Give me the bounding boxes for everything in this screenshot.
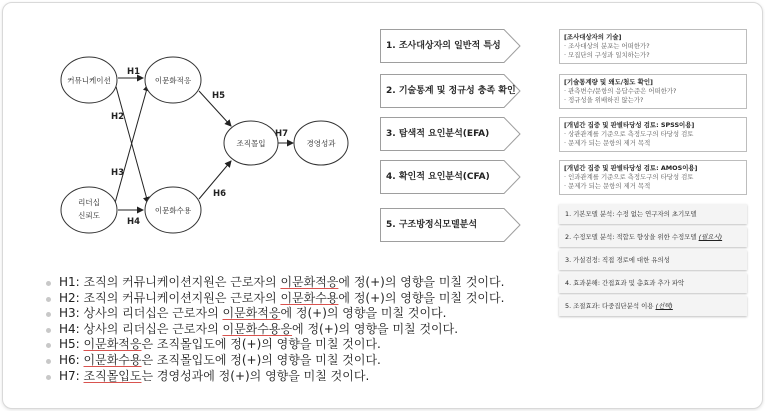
path-label-h2: H2 bbox=[111, 112, 125, 122]
description-title: [기술통계량 및 왜도/첨도 확인] bbox=[564, 78, 653, 86]
step-4-description bbox=[559, 160, 747, 195]
step-4 bbox=[380, 160, 521, 194]
hypothesis-item: H2: 조직의 커뮤니케이션지원은 근로자의 이문화수용에 정(+)의 영향을 미칠 것이다. bbox=[43, 291, 504, 307]
path-label-h3: H3 bbox=[111, 168, 125, 178]
step-label: 2. 기술통계 및 정규성 충족 확인 bbox=[386, 86, 516, 96]
hypothesis-item: H5: 이문화적응은 조직몰입도에 정(+)의 영향을 미칠 것이다. bbox=[43, 337, 504, 353]
hypotheses-list bbox=[43, 275, 504, 384]
path-label-h4: H4 bbox=[127, 217, 141, 227]
description-item: · 모집단의 구성과 일치하는가? bbox=[564, 51, 650, 59]
description-title: [개념간 집중 및 판별타당성 검토: AMOS이용] bbox=[564, 164, 698, 172]
substep-1: 1. 기본모델 분석: 수정 없는 연구자의 초기모델 bbox=[559, 204, 747, 224]
node-acceptance-label: 이문화수용 bbox=[154, 206, 192, 215]
step-2 bbox=[380, 74, 521, 108]
step-label: 4. 확인적 요인분석(CFA) bbox=[386, 172, 490, 182]
path-label-h1: H1 bbox=[127, 67, 141, 77]
description-title: [개념간 집중 및 판별타당성 검토: SPSS이용] bbox=[564, 121, 695, 129]
step-3 bbox=[380, 117, 521, 151]
step-1 bbox=[380, 29, 521, 63]
step-3-description bbox=[559, 117, 747, 152]
node-communication-label: 커뮤니케이션 bbox=[67, 76, 111, 85]
hypothesis-item: H4: 상사의 리더십은 근로자의 이문화수용응에 정(+)의 영향을 미칠 것이다. bbox=[43, 322, 504, 338]
description-title: [조사대상자의 기술] bbox=[564, 33, 622, 41]
node-leadership-label-1: 리더십 bbox=[78, 198, 100, 207]
substep-2: 2. 수정모델 분석: 적합도 향상을 위한 수정모델 (필요시) bbox=[559, 227, 747, 247]
description-item: · 문제가 되는 문항의 제거 목적 bbox=[564, 139, 651, 147]
node-commitment-label: 조직몰입 bbox=[236, 139, 266, 148]
substep-5: 5. 조절효과: 다중집단분석 이용 (선택) bbox=[559, 296, 747, 316]
figure-frame bbox=[2, 2, 763, 409]
hypothesis-item: H6: 이문화수용은 조직몰입도에 정(+)의 영향을 미칠 것이다. bbox=[43, 353, 504, 369]
step-5 bbox=[380, 208, 521, 242]
node-leadership bbox=[61, 187, 117, 233]
description-item: · 정규성을 위배하진 않는가? bbox=[564, 96, 644, 104]
step-label: 5. 구조방정식모델분석 bbox=[386, 220, 478, 230]
hypothesis-item: H3: 상사의 리더십은 근로자의 이문화적응에 정(+)의 영향을 미칠 것이다. bbox=[43, 306, 504, 322]
path-label-h5: H5 bbox=[212, 91, 226, 101]
step-1-description bbox=[559, 29, 747, 64]
description-item: · 상관관계를 기준으로 측정도구의 타당성 검토 bbox=[564, 130, 694, 138]
node-adaptation-label: 이문화적응 bbox=[154, 76, 192, 85]
description-item: · 인과관계를 기준으로 측정도구의 타당성 검토 bbox=[564, 173, 694, 181]
research-model-diagram bbox=[3, 3, 363, 263]
step-label: 3. 탐색적 요인분석(EFA) bbox=[386, 129, 490, 139]
path-label-h6: H6 bbox=[213, 189, 227, 199]
path-label-h7: H7 bbox=[275, 129, 289, 139]
hypothesis-item: H7: 조직몰입도는 경영성과에 정(+)의 영향을 미칠 것이다. bbox=[43, 369, 504, 385]
substep-3: 3. 가설검정: 직접 경로에 대한 유의성 bbox=[559, 250, 747, 270]
hypothesis-item: H1: 조직의 커뮤니케이션지원은 근로자의 이문화적응에 정(+)의 영향을 미칠 것이다. bbox=[43, 275, 504, 291]
description-item: · 조사대상의 분포는 어떠한가? bbox=[564, 42, 650, 50]
node-performance-label: 경영성과 bbox=[306, 139, 336, 148]
description-item: · 문제가 되는 문항의 제거 목적 bbox=[564, 182, 651, 190]
node-leadership-label-2: 신뢰도 bbox=[78, 211, 100, 220]
step-2-description bbox=[559, 74, 747, 109]
description-item: · 관측변수/문항의 응답수준은 어떠한가? bbox=[564, 87, 677, 95]
step-label: 1. 조사대상자의 일반적 특성 bbox=[386, 41, 501, 51]
substep-4: 4. 효과분해: 간접효과 및 총효과 추가 파악 bbox=[559, 273, 747, 293]
